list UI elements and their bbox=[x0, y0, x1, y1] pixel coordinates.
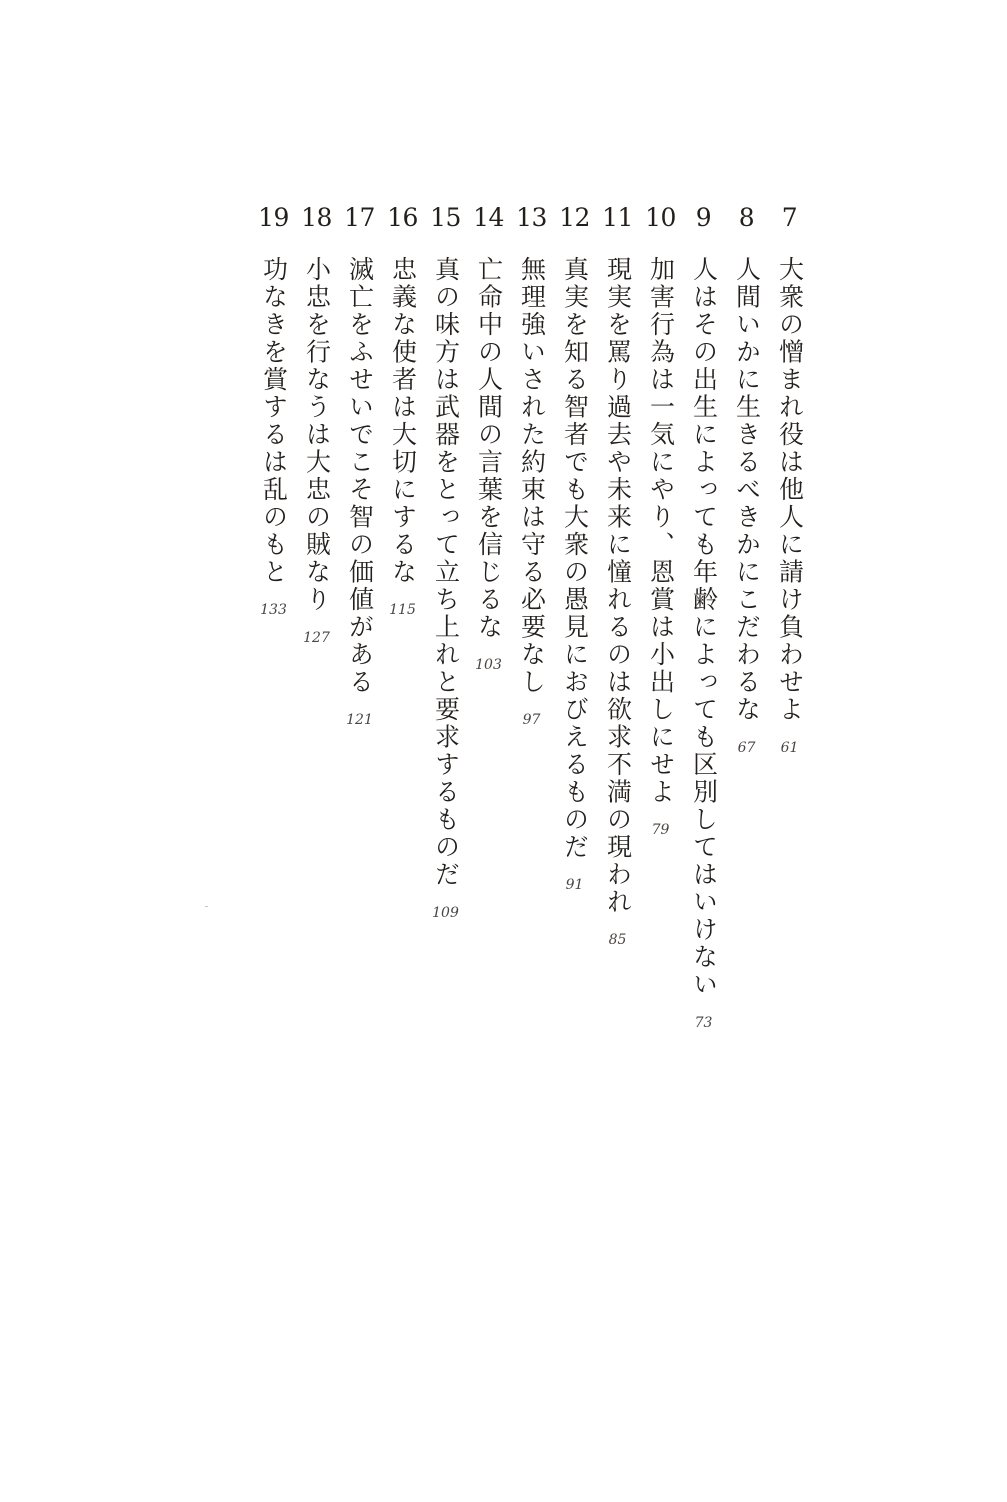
toc-entry-15[interactable] bbox=[424, 198, 467, 923]
chapter-number: 7 bbox=[781, 203, 798, 232]
chapter-number: 10 bbox=[645, 203, 676, 232]
scan-artifact bbox=[205, 906, 208, 907]
toc-entry-11[interactable] bbox=[596, 198, 639, 950]
toc-entry-17[interactable] bbox=[338, 198, 381, 730]
toc-entry-18[interactable] bbox=[295, 198, 338, 648]
chapter-title[interactable]: 人はその出生によっても年齢によっても区別してはいけない bbox=[689, 256, 719, 999]
toc-entry-16[interactable] bbox=[381, 198, 424, 620]
chapter-number: 12 bbox=[559, 203, 590, 232]
page-number: 127 bbox=[303, 629, 330, 646]
chapter-title[interactable]: 現実を罵り過去や未来に憧れるのは欲求不満の現われ bbox=[603, 256, 633, 916]
page-number: 97 bbox=[522, 712, 541, 728]
chapter-number: 15 bbox=[430, 203, 461, 232]
chapter-title[interactable]: 滅亡をふせいでこそ智の価値がある bbox=[345, 256, 375, 696]
chapter-number: 14 bbox=[473, 203, 504, 232]
page-number: 85 bbox=[608, 932, 627, 948]
chapter-title[interactable]: 大衆の憎まれ役は他人に請け負わせよ bbox=[775, 256, 805, 724]
toc-entry-13[interactable] bbox=[510, 198, 553, 730]
chapter-title[interactable]: 真の味方は武器をとって立ち上れと要求するものだ bbox=[431, 256, 461, 889]
chapter-number: 18 bbox=[301, 203, 332, 232]
chapter-number: 11 bbox=[602, 203, 633, 232]
chapter-title[interactable]: 小忠を行なうは大忠の賊なり bbox=[302, 256, 332, 614]
chapter-title[interactable]: 功なきを賞するは乱のもと bbox=[259, 256, 289, 586]
toc-entry-9[interactable] bbox=[682, 198, 725, 1033]
chapter-number: 8 bbox=[738, 203, 755, 232]
chapter-number: 9 bbox=[695, 203, 712, 232]
chapter-title[interactable]: 亡命中の人間の言葉を信じるな bbox=[474, 256, 504, 641]
chapter-number: 17 bbox=[344, 203, 375, 232]
page-number: 115 bbox=[389, 602, 416, 618]
page-number: 79 bbox=[651, 822, 670, 838]
toc-entry-7[interactable] bbox=[768, 198, 811, 758]
toc-list bbox=[252, 198, 811, 1033]
toc-entry-19[interactable] bbox=[252, 198, 295, 620]
page-number: 103 bbox=[475, 657, 502, 673]
chapter-number: 19 bbox=[258, 203, 289, 232]
page-number: 121 bbox=[346, 712, 373, 728]
toc-entry-14[interactable] bbox=[467, 198, 510, 675]
toc-entry-10[interactable] bbox=[639, 198, 682, 840]
page-number: 133 bbox=[260, 602, 287, 618]
page-number: 91 bbox=[565, 877, 584, 893]
chapter-title[interactable]: 真実を知る智者でも大衆の愚見におびえるものだ bbox=[560, 256, 590, 861]
chapter-title[interactable]: 忠義な使者は大切にするな bbox=[388, 256, 418, 586]
toc-entry-8[interactable] bbox=[725, 198, 768, 758]
chapter-number: 13 bbox=[516, 203, 547, 232]
chapter-title[interactable]: 無理強いされた約束は守る必要なし bbox=[517, 256, 547, 696]
chapter-number: 16 bbox=[387, 203, 418, 232]
chapter-title[interactable]: 加害行為は一気にやり、恩賞は小出しにせよ bbox=[646, 256, 676, 806]
page-number: 61 bbox=[780, 739, 799, 756]
chapter-title[interactable]: 人間いかに生きるべきかにこだわるな bbox=[732, 256, 762, 724]
page-number: 73 bbox=[694, 1014, 713, 1031]
page-number: 67 bbox=[737, 739, 756, 756]
toc-entry-12[interactable] bbox=[553, 198, 596, 895]
page-number: 109 bbox=[432, 904, 459, 921]
